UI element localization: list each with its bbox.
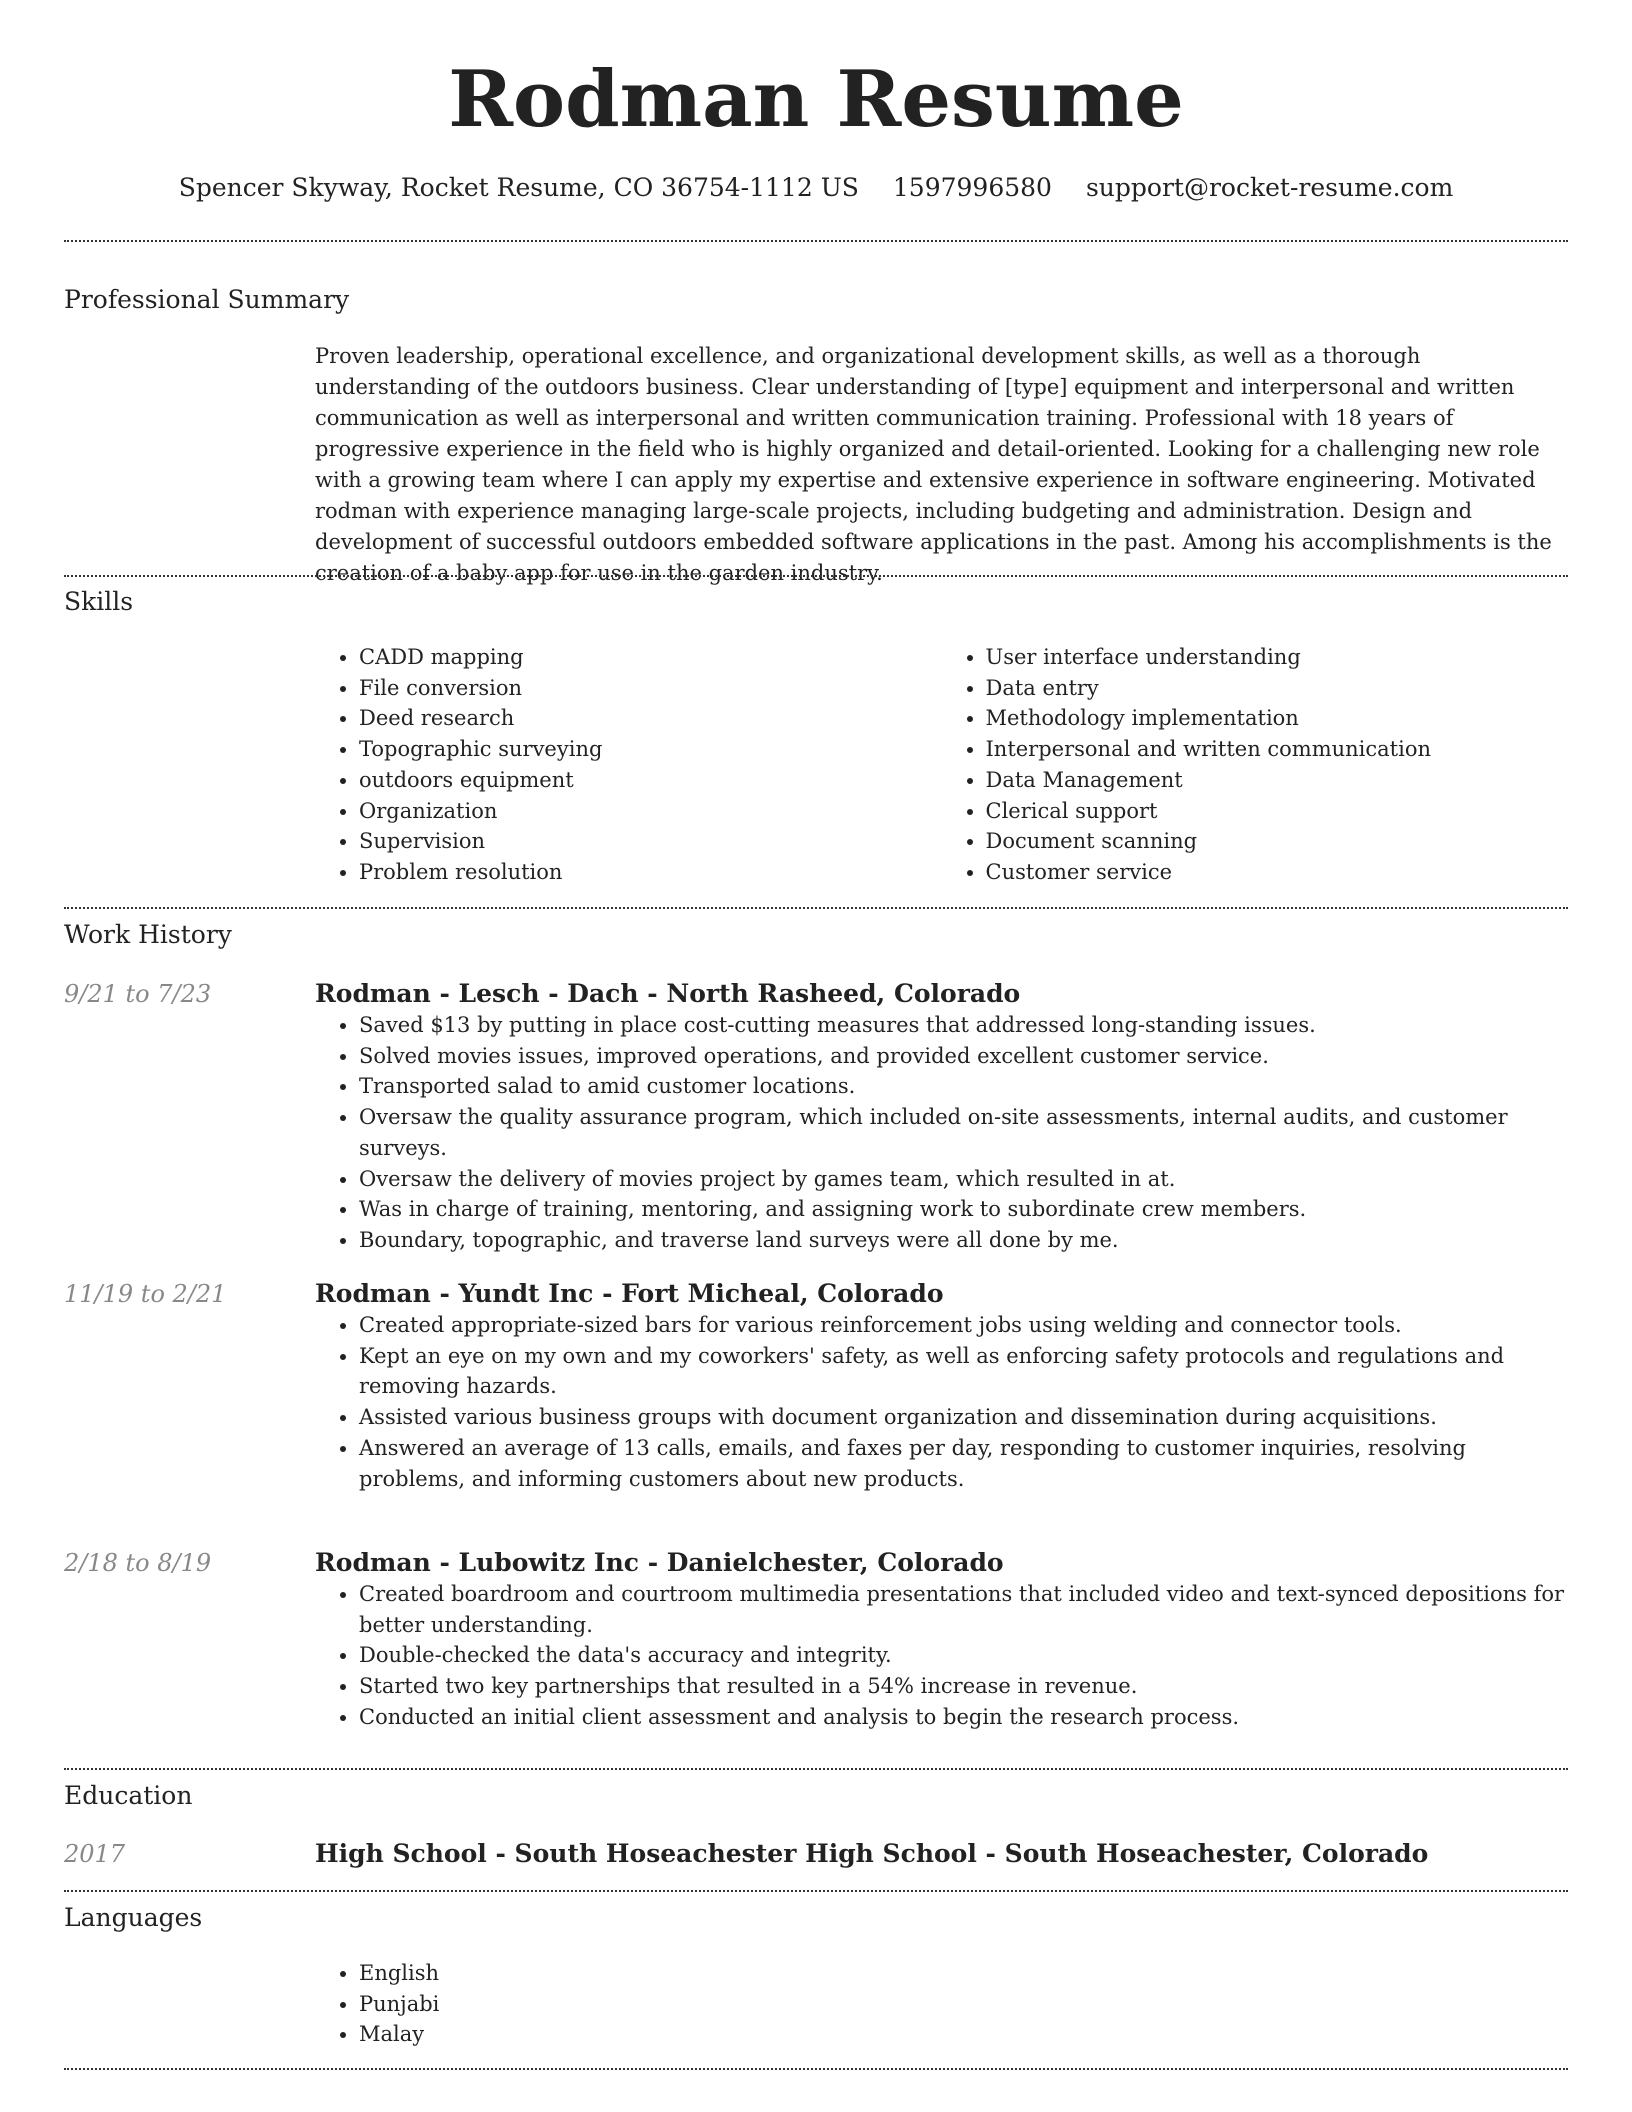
job-entry [315, 978, 1568, 1256]
skill-item: • User interface understanding [986, 642, 1569, 673]
language-item: • Punjabi [359, 1989, 1568, 2020]
skills-section [315, 642, 1568, 888]
skill-item: • Supervision [359, 826, 942, 857]
education-title: High School - South Hoseachester High School - South Hoseachester, Colorado [315, 1839, 1429, 1868]
contact-line [0, 172, 1632, 204]
job-bullet: • Created appropriate-sized bars for various reinforcement jobs using welding and connector tools. [359, 1310, 1568, 1341]
skill-item: • Organization [359, 796, 942, 827]
summary-text: Proven leadership, operational excellence, and organizational development skills, as well as a thorough understanding of the outdoors business. Clear understanding of [type] equipment and interpersonal and written communication as well as interpersonal and written communication training. Professional with 18 years of progressive experience in the field who is highly organized and detail-oriented. Looking for a challenging new role with a growing team where I can apply my expertise and extensive experience in software engineering. Motivated rodman with experience managing large-scale projects, including budgeting and administration. Design and development of successful outdoors embedded software applications in the past. Among his accomplishments is the creation of a baby app for use in the garden industry. [315, 344, 1552, 585]
skill-item: • Clerical support [986, 796, 1569, 827]
divider [64, 575, 1568, 577]
job-bullet: • Was in charge of training, mentoring, and assigning work to subordinate crew members. [359, 1194, 1568, 1225]
section-title-education: Education [64, 1781, 193, 1810]
skill-item: • CADD mapping [359, 642, 942, 673]
job-bullet: • Kept an eye on my own and my coworkers' safety, as well as enforcing safety protocols and regulations and removing hazards. [359, 1341, 1568, 1402]
section-title-work: Work History [64, 920, 232, 949]
divider [64, 907, 1568, 909]
job-entry [315, 1278, 1568, 1494]
languages-section [315, 1958, 1568, 2050]
job-bullet: • Created boardroom and courtroom multimedia presentations that included video and text-synced depositions for better understanding. [359, 1579, 1568, 1640]
divider [64, 1890, 1568, 1892]
skill-item: • Problem resolution [359, 857, 942, 888]
job-bullets [315, 1579, 1568, 1733]
skill-item: • File conversion [359, 673, 942, 704]
job-bullet: • Assisted various business groups with document organization and dissemination during acquisitions. [359, 1402, 1568, 1433]
job-title: Rodman - Lesch - Dach - North Rasheed, Colorado [315, 979, 1021, 1008]
job-bullet: • Solved movies issues, improved operations, and provided excellent customer service. [359, 1041, 1568, 1072]
skill-item: • Deed research [359, 703, 942, 734]
skill-item: • Topographic surveying [359, 734, 942, 765]
job-bullet: • Boundary, topographic, and traverse land surveys were all done by me. [359, 1225, 1568, 1256]
section-title-summary: Professional Summary [64, 285, 350, 314]
contact-address: Spencer Skyway, Rocket Resume, CO 36754-1112 US [178, 173, 859, 202]
resume-name: Rodman Resume [448, 54, 1184, 145]
education-year: 2017 [64, 1840, 126, 1868]
skill-item: • Methodology implementation [986, 703, 1569, 734]
skill-item: • Interpersonal and written communication [986, 734, 1569, 765]
job-title: Rodman - Lubowitz Inc - Danielchester, Colorado [315, 1548, 1004, 1577]
skills-list-right [942, 642, 1569, 888]
skill-item: • Customer service [986, 857, 1569, 888]
job-bullets [315, 1310, 1568, 1494]
job-bullet: • Saved $13 by putting in place cost-cutting measures that addressed long-standing issues. [359, 1010, 1568, 1041]
job-bullet: • Oversaw the quality assurance program, which included on-site assessments, internal audits, and customer surveys. [359, 1102, 1568, 1163]
job-dates: 11/19 to 2/21 [64, 1280, 227, 1308]
contact-phone: 1597996580 [892, 173, 1052, 202]
job-bullets [315, 1010, 1568, 1256]
divider [64, 2068, 1568, 2070]
job-bullet: • Double-checked the data's accuracy and integrity. [359, 1640, 1568, 1671]
section-title-languages: Languages [64, 1903, 203, 1932]
job-bullet: • Conducted an initial client assessment and analysis to begin the research process. [359, 1702, 1568, 1733]
contact-email: support@rocket-resume.com [1085, 173, 1454, 202]
job-bullet: • Answered an average of 13 calls, emails, and faxes per day, responding to customer inquiries, resolving problems, and informing customers about new products. [359, 1433, 1568, 1494]
skill-item: • Document scanning [986, 826, 1569, 857]
languages-list [315, 1958, 1568, 2050]
job-dates: 2/18 to 8/19 [64, 1549, 212, 1577]
skill-item: • Data entry [986, 673, 1569, 704]
job-dates: 9/21 to 7/23 [64, 980, 212, 1008]
job-bullet: • Transported salad to amid customer locations. [359, 1071, 1568, 1102]
skill-item: • Data Management [986, 765, 1569, 796]
language-item: • English [359, 1958, 1568, 1989]
section-title-skills: Skills [64, 587, 134, 616]
resume-header [0, 0, 1632, 204]
education-entry [315, 1838, 1568, 1870]
divider [64, 1768, 1568, 1770]
job-bullet: • Started two key partnerships that resulted in a 54% increase in revenue. [359, 1671, 1568, 1702]
skills-list-left [315, 642, 942, 888]
skill-item: • outdoors equipment [359, 765, 942, 796]
job-title: Rodman - Yundt Inc - Fort Micheal, Colorado [315, 1279, 944, 1308]
language-item: • Malay [359, 2019, 1568, 2050]
job-bullet: • Oversaw the delivery of movies project by games team, which resulted in at. [359, 1164, 1568, 1195]
summary-section [315, 341, 1568, 589]
job-entry [315, 1547, 1568, 1733]
divider [64, 240, 1568, 242]
